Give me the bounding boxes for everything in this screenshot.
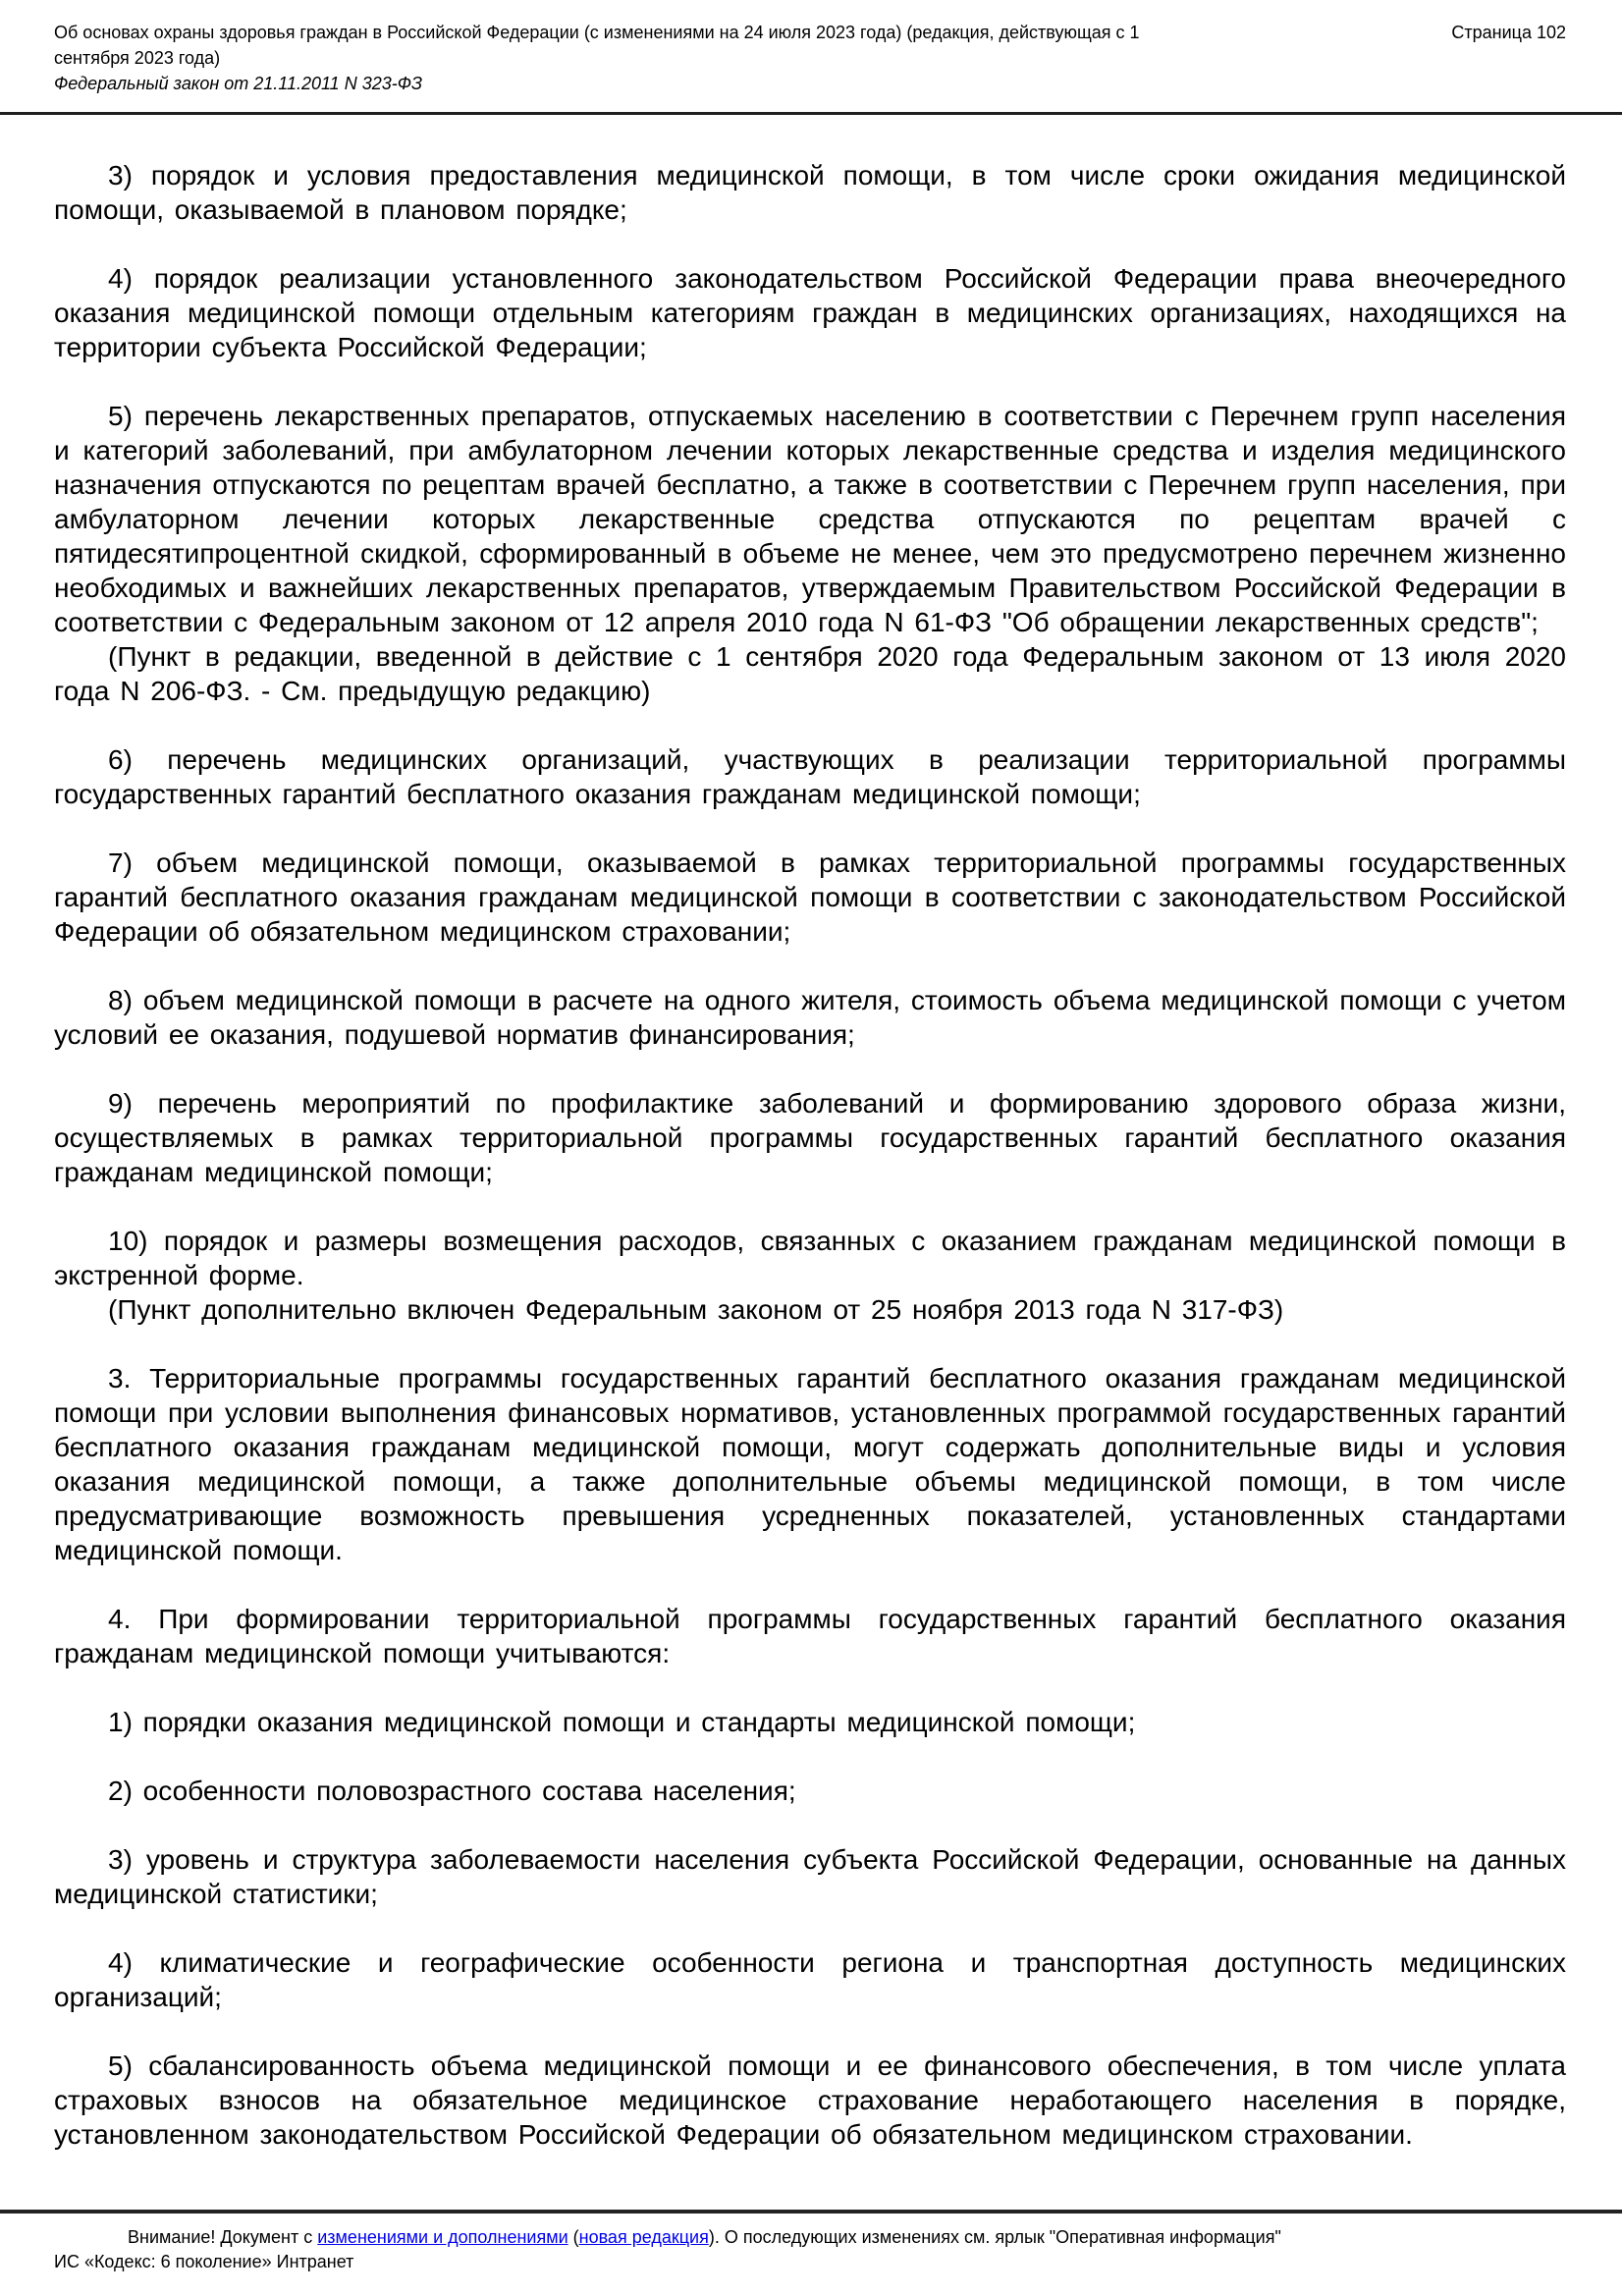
footer-text: ). О последующих изменениях см. ярлык "Оперативная информация" bbox=[708, 2227, 1281, 2247]
page-footer bbox=[0, 2210, 1622, 2274]
amendment-note: (Пункт в редакции, введенной в действие с 1 сентября 2020 года Федеральным законом от 13 июля 2020 года N 206-ФЗ. - См. предыдущую редакцию) bbox=[54, 641, 1566, 706]
footer-system-label: ИС «Кодекс: 6 поколение» Интранет bbox=[54, 2252, 354, 2271]
paragraph: 2) особенности половозрастного состава населения; bbox=[108, 1776, 796, 1806]
paragraph: 6) перечень медицинских организаций, участвующих в реализации территориальной программы государственных гарантий бесплатного оказания гражданам медицинской помощи; bbox=[54, 744, 1566, 809]
paragraph: 3) порядок и условия предоставления медицинской помощи, в том числе сроки ожидания медицинской помощи, оказываемой в плановом порядке; bbox=[54, 160, 1566, 225]
paragraph: 5) сбалансированность объема медицинской помощи и ее финансового обеспечения, в том числе уплата страховых взносов на обязательное медицинское страхование неработающего населения в порядке, установленном законодательством Российской Федерации об обязательном медицинском страховании. bbox=[54, 2050, 1566, 2150]
amendment-note: (Пункт дополнительно включен Федеральным законом от 25 ноября 2013 года N 317-ФЗ) bbox=[108, 1294, 1284, 1325]
footer-text: Внимание! Документ с bbox=[128, 2227, 318, 2247]
paragraph: 9) перечень мероприятий по профилактике заболеваний и формированию здорового образа жизни, осуществляемых в рамках территориальной программы государственных гарантий бесплатного оказания гражданам медицинской помощи; bbox=[54, 1088, 1566, 1187]
paragraph: 3. Территориальные программы государственных гарантий бесплатного оказания гражданам медицинской помощи при условии выполнения финансовых нормативов, установленных программой государственных гарантий бесплатного оказания гражданам медицинской помощи, могут содержать дополнительные виды и условия оказания медицинской помощи, а также дополнительные объемы медицинской помощи, в том числе предусматривающие возможность превышения усредненных показателей, установленных стандартами медицинской помощи. bbox=[54, 1363, 1566, 1565]
paragraph: 4. При формировании территориальной программы государственных гарантий бесплатного оказания гражданам медицинской помощи учитываются: bbox=[54, 1604, 1566, 1668]
document-title: Об основах охраны здоровья граждан в Российской Федерации (с изменениями на 24 июля 2023 года) (редакция, действующая с 1 сентября 2023 года) bbox=[54, 23, 1140, 68]
paragraph: 4) порядок реализации установленного законодательством Российской Федерации права внеочередного оказания медицинской помощи отдельным категориям граждан в медицинских организациях, находящихся на территории субъекта Российской Федерации; bbox=[54, 263, 1566, 362]
paragraph: 7) объем медицинской помощи, оказываемой в рамках территориальной программы государственных гарантий бесплатного оказания гражданам медицинской помощи в соответствии с законодательством Российской Федерации об обязательном медицинском страховании; bbox=[54, 847, 1566, 947]
paragraph: 8) объем медицинской помощи в расчете на одного жителя, стоимость объема медицинской помощи с учетом условий ее оказания, подушевой норматив финансирования; bbox=[54, 985, 1566, 1050]
document-subtitle: Федеральный закон от 21.11.2011 N 323-ФЗ bbox=[54, 74, 423, 93]
footer-text: ( bbox=[568, 2227, 579, 2247]
amendments-link[interactable]: изменениями и дополнениями bbox=[317, 2227, 568, 2247]
paragraph: 1) порядки оказания медицинской помощи и стандарты медицинской помощи; bbox=[108, 1707, 1136, 1737]
paragraph: 10) порядок и размеры возмещения расходов, связанных с оказанием гражданам медицинской помощи в экстренной форме. bbox=[54, 1226, 1566, 1290]
new-edition-link[interactable]: новая редакция bbox=[578, 2227, 709, 2247]
footer-content bbox=[0, 2214, 1622, 2274]
page-number: Страница 102 bbox=[1451, 23, 1566, 42]
page-header bbox=[0, 0, 1622, 96]
footer-notice bbox=[54, 2225, 1566, 2250]
paragraph: 5) перечень лекарственных препаратов, отпускаемых населению в соответствии с Перечнем групп населения и категорий заболеваний, при амбулаторном лечении которых лекарственные средства и изделия медицинского назначения отпускаются по рецептам врачей бесплатно, а также в соответствии с Перечнем групп населения, при амбулаторном лечении которых лекарственные средства отпускаются по рецептам врачей с пятидесятипроцентной скидкой, сформированный в объеме не менее, чем это предусмотрено перечнем жизненно необходимых и важнейших лекарственных препаратов, утверждаемым Правительством Российской Федерации в соответствии с Федеральным законом от 12 апреля 2010 года N 61-ФЗ "Об обращении лекарственных средств"; bbox=[54, 401, 1566, 637]
paragraph: 3) уровень и структура заболеваемости населения субъекта Российской Федерации, основанные на данных медицинской статистики; bbox=[54, 1844, 1566, 1909]
paragraph: 4) климатические и географические особенности региона и транспортная доступность медицинских организаций; bbox=[54, 1947, 1566, 2012]
document-body bbox=[0, 115, 1622, 2152]
